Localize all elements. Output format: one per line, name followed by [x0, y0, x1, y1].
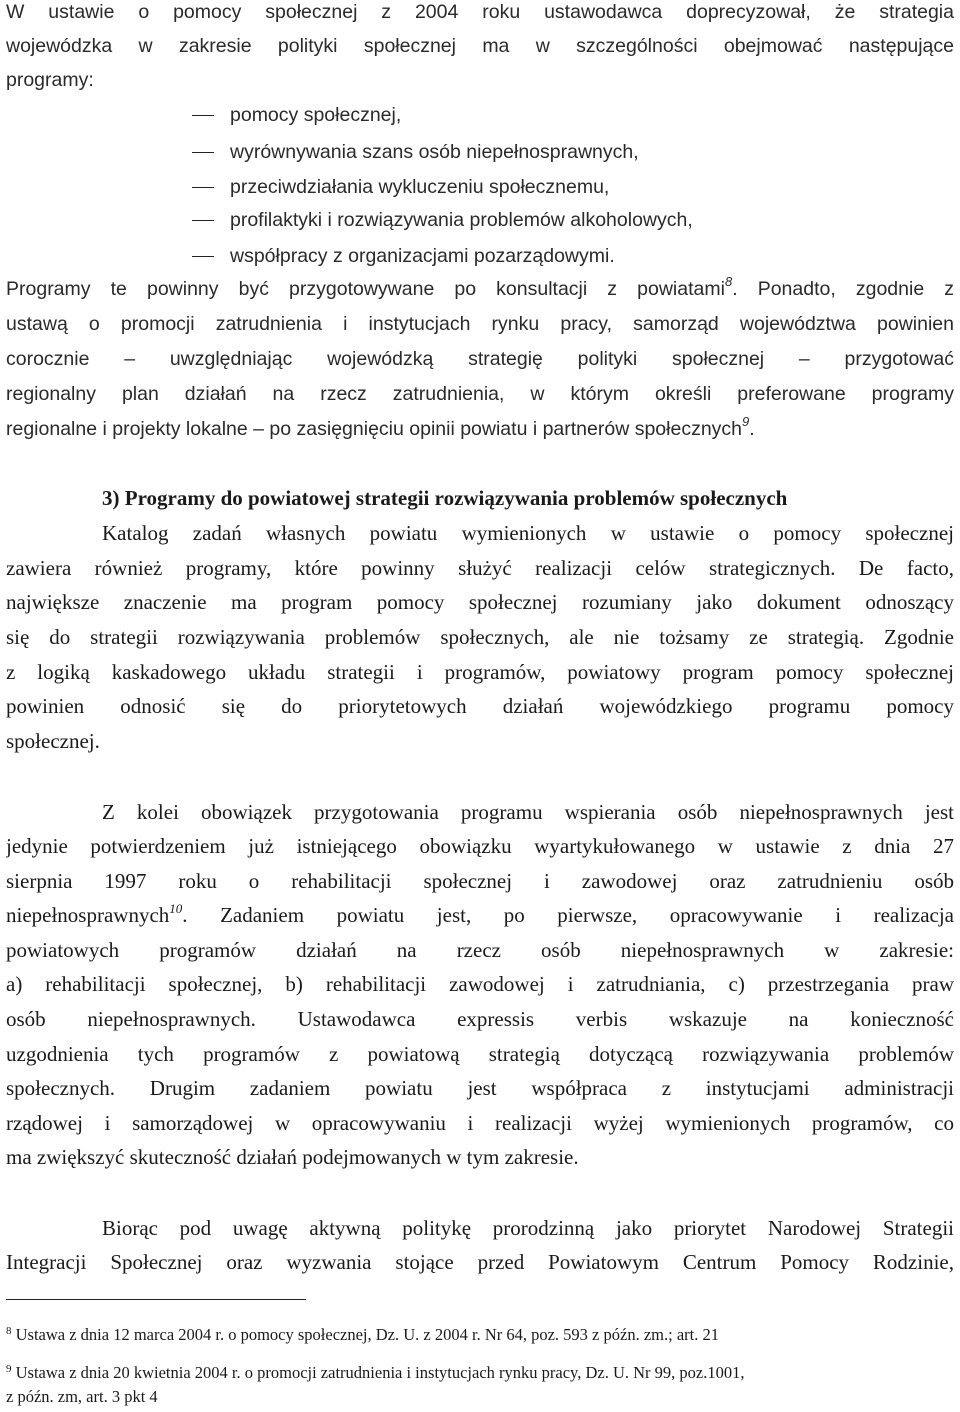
- paragraph-line: jedynie potwierdzeniem już istniejącego obowiązku wyartykułowanego w ustawie z dnia 27: [6, 834, 954, 858]
- paragraph-line: wojewódzka w zakresie polityki społecznej ma w szczególności obejmować następujące: [6, 35, 954, 57]
- paragraph-line: się do strategii rozwiązywania problemów społecznych, ale nie tożsamy ze strategią. Zgodnie: [6, 625, 954, 649]
- dash-bullet-icon: [192, 187, 214, 188]
- footnote-ref[interactable]: 8: [724, 274, 733, 289]
- paragraph-line: zawiera również programy, które powinny służyć realizacji celów strategicznych. De facto,: [6, 556, 954, 580]
- footnote: [6, 1361, 954, 1385]
- paragraph-line: [6, 898, 954, 932]
- text-run: niepełnosprawnych: [6, 903, 170, 927]
- footnote-number: 8: [6, 1325, 12, 1337]
- footnote-text: Ustawa z dnia 20 kwietnia 2004 r. o promocji zatrudnienia i instytucjach rynku pracy, Dz. U. Nr 99, poz.1001,: [15, 1363, 745, 1382]
- paragraph-line: społecznych. Drugim zadaniem powiatu jest współpraca z instytucjami administracji: [6, 1076, 954, 1100]
- paragraph-line: powinien odnosić się do priorytetowych działań wojewódzkiego programu pomocy: [6, 694, 954, 718]
- paragraph-line: a) rehabilitacji społecznej, b) rehabilitacji zawodowej i zatrudniania, c) przestrzegania praw: [6, 972, 954, 996]
- dash-bullet-icon: [192, 256, 214, 257]
- paragraph-line: [6, 272, 954, 306]
- footnote-separator: [6, 1299, 306, 1300]
- list-item: profilaktyki i rozwiązywania problemów alkoholowych,: [230, 209, 693, 231]
- paragraph-line: programy:: [6, 69, 94, 91]
- dash-bullet-icon: [192, 152, 214, 153]
- paragraph-line: W ustawie o pomocy społecznej z 2004 roku ustawodawca doprecyzował, że strategia: [6, 1, 954, 23]
- footnote-number: 9: [6, 1363, 12, 1375]
- footnote-ref[interactable]: 9: [742, 414, 750, 429]
- paragraph-line: corocznie – uwzględniając wojewódzką strategię polityki społecznej – przygotować: [6, 348, 954, 370]
- list-item: przeciwdziałania wykluczeniu społecznemu,: [230, 176, 610, 198]
- paragraph-line: powiatowych programów działań na rzecz osób niepełnosprawnych w zakresie:: [6, 938, 954, 962]
- list-item: współpracy z organizacjami pozarządowymi.: [230, 245, 615, 267]
- dash-bullet-icon: [192, 220, 214, 221]
- paragraph-line: Katalog zadań własnych powiatu wymienionych w ustawie o pomocy społecznej: [102, 521, 954, 545]
- paragraph-line: uzgodnienia tych programów z powiatową strategią dotyczącą rozwiązywania problemów: [6, 1042, 954, 1066]
- paragraph-line: Z kolei obowiązek przygotowania programu wspierania osób niepełnosprawnych jest: [102, 800, 954, 824]
- dash-bullet-icon: [192, 115, 214, 116]
- paragraph-line: ma zwiększyć skuteczność działań podejmowanych w tym zakresie.: [6, 1145, 579, 1169]
- paragraph-line: społecznej.: [6, 729, 100, 753]
- paragraph-line: Biorąc pod uwagę aktywną politykę prorodzinną jako priorytet Narodowej Strategii: [102, 1216, 954, 1240]
- paragraph-line: [6, 412, 954, 446]
- paragraph-line: osób niepełnosprawnych. Ustawodawca expressis verbis wskazuje na konieczność: [6, 1007, 954, 1031]
- footnote-text: Ustawa z dnia 12 marca 2004 r. o pomocy społecznej, Dz. U. z 2004 r. Nr 64, poz. 593 z późn. zm.; art. 21: [15, 1325, 719, 1344]
- text-run: .: [749, 418, 755, 440]
- paragraph-line: sierpnia 1997 roku o rehabilitacji społecznej i zawodowej oraz zatrudnieniu osób: [6, 869, 954, 893]
- footnote-ref[interactable]: 10: [169, 901, 183, 916]
- paragraph-line: z logiką kaskadowego układu strategii i programów, powiatowy program pomocy społecznej: [6, 660, 954, 684]
- footnote-continuation: z późn. zm, art. 3 pkt 4: [6, 1387, 158, 1406]
- paragraph-line: regionalny plan działań na rzecz zatrudnienia, w którym określi preferowane programy: [6, 383, 954, 405]
- paragraph-line: Integracji Społecznej oraz wyzwania stojące przed Powiatowym Centrum Pomocy Rodzinie,: [6, 1250, 954, 1274]
- section-heading: 3) Programy do powiatowej strategii rozwiązywania problemów społecznych: [102, 486, 788, 510]
- paragraph-line: rządowej i samorządowej w opracowywaniu i realizacji wyżej wymienionych programów, co: [6, 1111, 954, 1135]
- list-item: wyrównywania szans osób niepełnosprawnych,: [230, 141, 639, 163]
- paragraph-line: ustawą o promocji zatrudnienia i instytucjach rynku pracy, samorząd województwa powinien: [6, 313, 954, 335]
- footnote: [6, 1323, 954, 1347]
- text-run: Programy te powinny być przygotowywane po konsultacji z powiatami: [6, 278, 725, 300]
- paragraph-line: największe znaczenie ma program pomocy społecznej rozumiany jako dokument odnoszący: [6, 590, 954, 614]
- text-run: . Zadaniem powiatu jest, po pierwsze, opracowywanie i realizacja: [182, 903, 954, 927]
- list-item: pomocy społecznej,: [230, 104, 402, 126]
- text-run: . Ponadto, zgodnie z: [732, 278, 954, 300]
- text-run: regionalne i projekty lokalne – po zasięgnięciu opinii powiatu i partnerów społecznych: [6, 418, 743, 440]
